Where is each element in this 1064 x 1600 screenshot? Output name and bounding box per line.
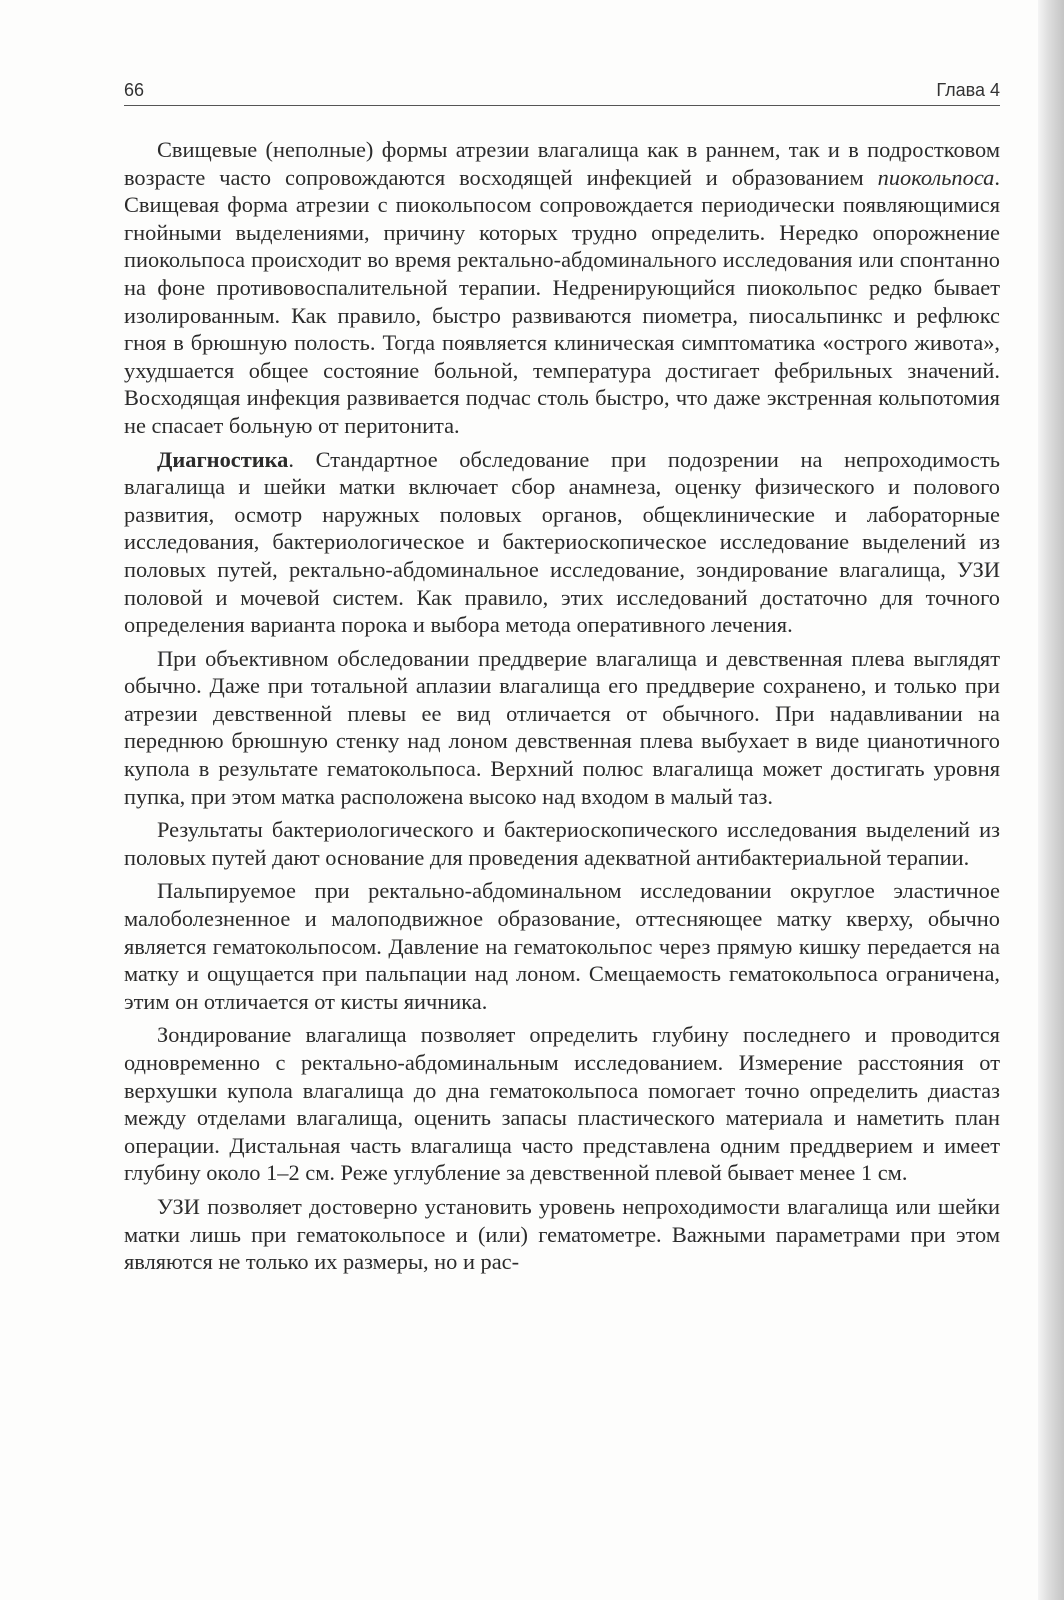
paragraph-4-text: Результаты бактериологического и бактериоскопического исследования выделений из половых путей дают основание для проведения адекватной антибактериальной терапии. (124, 817, 1000, 870)
chapter-label: Глава 4 (936, 80, 1000, 100)
paragraph-6-text: Зондирование влагалища позволяет определить глубину последнего и проводится одновременно с ректально-абдоминальным исследованием. Измерение расстояния от верхушки купола влагалища до дна гематокольпоса помогает точно определить диастаз между отделами влагалища, оценить запасы пластического материала и наметить план операции. Дистальная часть влагалища часто представлена одним преддверием и имеет глубину около 1–2 см. Реже углубление за девственной плевой бывает менее 1 см. (124, 1022, 1000, 1186)
page-number: 66 (124, 80, 145, 100)
paragraph-5-text: Пальпируемое при ректально-абдоминальном исследовании округлое эластичное малоболезненное и малоподвижное образование, оттесняющее матку кверху, обычно является гематокольпосом. Давление на гематокольпос через прямую кишку передается на матку и ощущается при пальпации над лоном. Смещаемость гематокольпоса ограничена, этим он отличается от кисты яичника. (124, 878, 1000, 1014)
header-rule (124, 105, 1000, 106)
page-edge-shadow (1038, 0, 1064, 1600)
paragraph-3-text: При объективном обследовании преддверие влагалища и девственная плева выглядят обычно. Даже при тотальной аплазии влагалища его преддверие сохранено, и только при атрезии девственной плевы ее вид отличается от обычного. При надавливании на переднюю брюшную стенку над лоном девственная плева выбухает в виде цианотичного купола в результате гематокольпоса. Верхний полюс влагалища может достигать уровня пупка, при этом матка расположена высоко над входом в малый таз. (124, 645, 1000, 809)
paragraph-1 (124, 136, 1000, 440)
paragraph-7-text: УЗИ позволяет достоверно установить уровень непроходимости влагалища или шейки матки лишь при гематокольпосе и (или) гематометре. Важными параметрами при этом являются не только их размеры, но и рас- (124, 1193, 1000, 1275)
paragraph-6 (124, 1021, 1000, 1187)
paragraph-1-text-a: Свищевые (неполные) формы атрезии влагалища как в раннем, так и в подростковом возрасте часто сопровождаются восходящей инфекцией и образованием (124, 137, 1000, 190)
paragraph-2-lead-diagnostics: Диагностика (157, 446, 289, 472)
paragraph-2-text: . Стандартное обследование при подозрении на непроходимость влагалища и шейки матки включает сбор анамнеза, оценку физического и полового развития, осмотр наружных половых органов, общеклинические и лабораторные исследования, бактериологическое и бактериоскопическое исследование выделений из половых путей, ректально-абдоминальное исследование, зондирование влагалища, УЗИ половой и мочевой систем. Как правило, этих исследований достаточно для точного определения варианта порока и выбора метода оперативного лечения. (124, 446, 1000, 638)
paragraph-4 (124, 816, 1000, 871)
paragraph-7 (124, 1193, 1000, 1276)
paragraph-1-term-pyocolpos: пиокольпоса (877, 164, 995, 190)
paragraph-2 (124, 446, 1000, 639)
paragraph-1-text-b: . Свищевая форма атрезии с пиокольпосом сопровождается периодически появляющимися гнойными выделениями, причину которых трудно определить. Нередко опорожнение пиокольпоса происходит во время ректально-абдоминального исследования или спонтанно на фоне противовоспалительной терапии. Недренирующийся пиокольпос редко бывает изолированным. Как правило, быстро развиваются пиометра, пиосальпинкс и рефлюкс гноя в брюшную полость. Тогда появляется клиническая симптоматика «острого живота», ухудшается общее состояние больной, температура достигает фебрильных значений. Восходящая инфекция развивается подчас столь быстро, что даже экстренная кольпотомия не спасает больную от перитонита. (124, 164, 1000, 438)
body-text (124, 136, 1000, 1282)
paragraph-5 (124, 877, 1000, 1015)
paragraph-3 (124, 645, 1000, 811)
running-head (124, 80, 1000, 104)
